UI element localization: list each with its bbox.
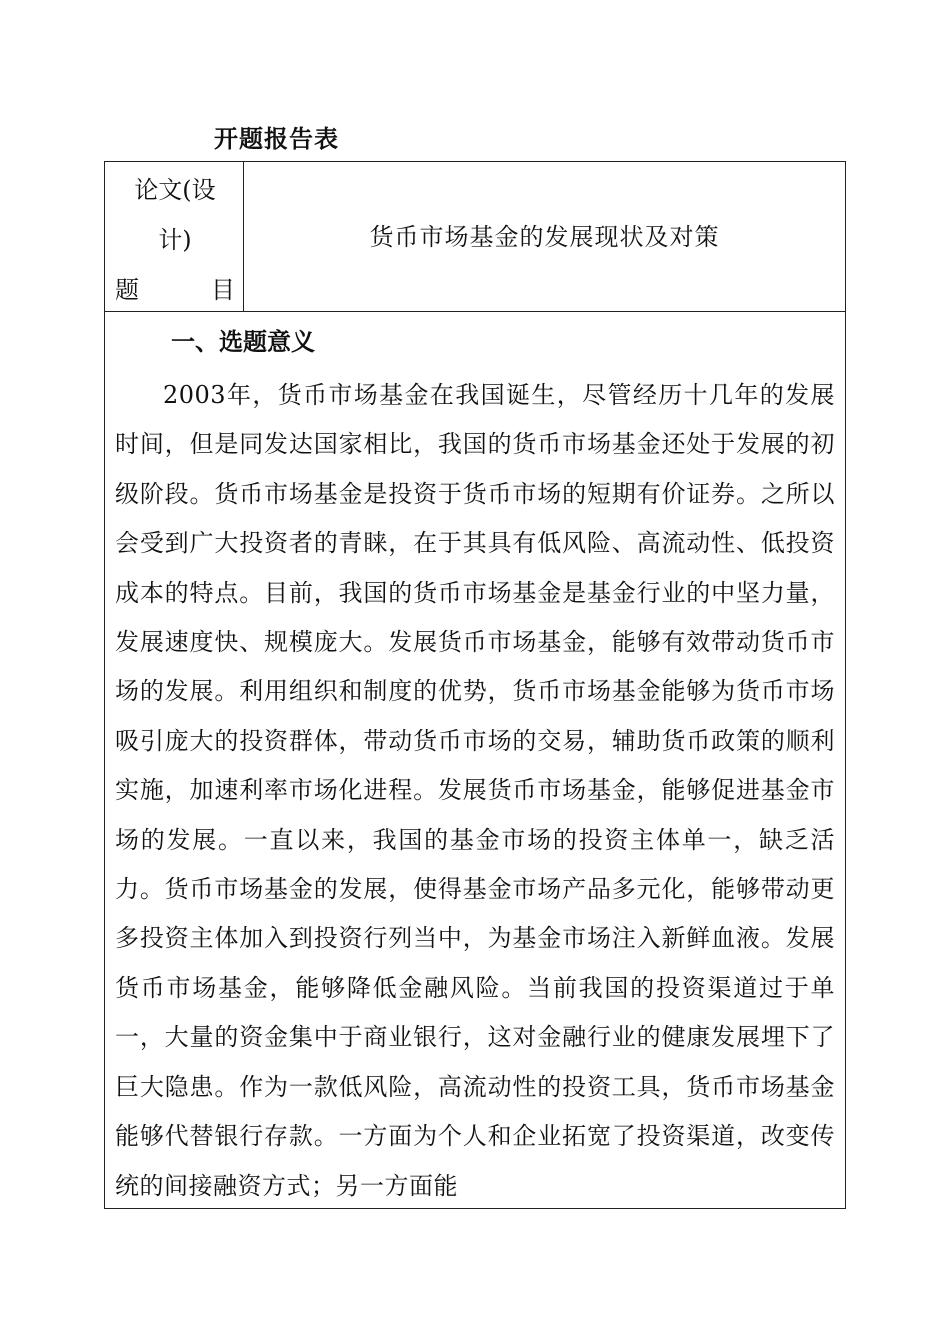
proposal-form-table bbox=[104, 161, 846, 1209]
title-row bbox=[105, 162, 845, 312]
body-paragraph: 2003年，货币市场基金在我国诞生，尽管经历十几年的发展时间，但是同发达国家相比，我国的货币市场基金还处于发展的初级阶段。货币市场基金是投资于货币市场的短期有价证券。之所以会受到广大投资者的青睐，在于其具有低风险、高流动性、低投资成本的特点。目前，我国的货币市场基金是基金行业的中坚力量，发展速度快、规模庞大。发展货币市场基金，能够有效带动货币市场的发展。利用组织和制度的优势，货币市场基金能够为货币市场吸引庞大的投资群体，带动货币市场的交易，辅助货币政策的顺利实施，加速利率市场化进程。发展货币市场基金，能够促进基金市场的发展。一直以来，我国的基金市场的投资主体单一，缺乏活力。货币市场基金的发展，使得基金市场产品多元化，能够带动更多投资主体加入到投资行列当中，为基金市场注入新鲜血液。发展货币市场基金，能够降低金融风险。当前我国的投资渠道过于单一，大量的资金集中于商业银行，这对金融行业的健康发展埋下了巨大隐患。作为一款低风险，高流动性的投资工具，货币市场基金能够代替银行存款。一方面为个人和企业拓宽了投资渠道，改变传统的间接融资方式；另一方面能 bbox=[115, 381, 835, 1200]
label-line-1: 论文(设 bbox=[134, 176, 216, 204]
label-line-3 bbox=[115, 275, 235, 305]
section-heading: 一、选题意义 bbox=[171, 327, 315, 356]
thesis-title-label-cell bbox=[105, 162, 244, 311]
label-char-mu: 目 bbox=[211, 276, 235, 304]
label-line-2: 计) bbox=[158, 226, 192, 254]
label-char-ti: 题 bbox=[115, 276, 139, 304]
content-cell bbox=[105, 312, 845, 1208]
thesis-title-value: 货币市场基金的发展现状及对策 bbox=[369, 222, 720, 251]
form-title: 开题报告表 bbox=[214, 124, 339, 153]
